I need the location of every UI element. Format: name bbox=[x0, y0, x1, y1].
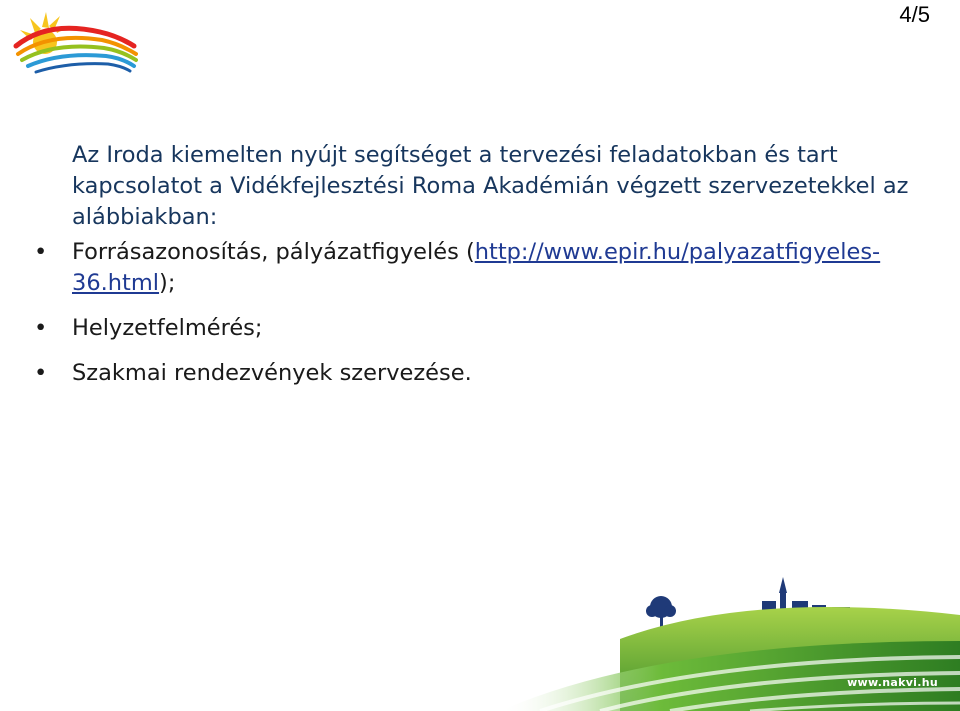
main-content bbox=[72, 140, 932, 403]
page-number: 4/5 bbox=[899, 2, 930, 27]
palyazatfigyeles-link[interactable]: http://www.epir.hu/palyazatfigyeles-36.html bbox=[72, 239, 881, 296]
bullet-item: • Szakmai rendezvények szervezése. bbox=[72, 358, 932, 389]
bullet-text-suffix: ); bbox=[159, 270, 176, 296]
bullet-item: • Helyzetfelmérés; bbox=[72, 313, 932, 344]
site-url: www.nakvi.hu bbox=[847, 676, 938, 689]
intro-paragraph: Az Iroda kiemelten nyújt segítséget a tervezési feladatokban és tart kapcsolatot a Vidékfejlesztési Roma Akadémián végzett szervezetekkel az alábbiakban: bbox=[72, 142, 909, 230]
green-hills-village-landscape bbox=[500, 571, 960, 711]
bullet-item bbox=[72, 237, 932, 299]
bullet-list bbox=[72, 237, 932, 389]
sun-rainbow-logo bbox=[8, 4, 138, 76]
bullet-text: Forrásazonosítás, pályázatfigyelés ( bbox=[72, 239, 475, 265]
